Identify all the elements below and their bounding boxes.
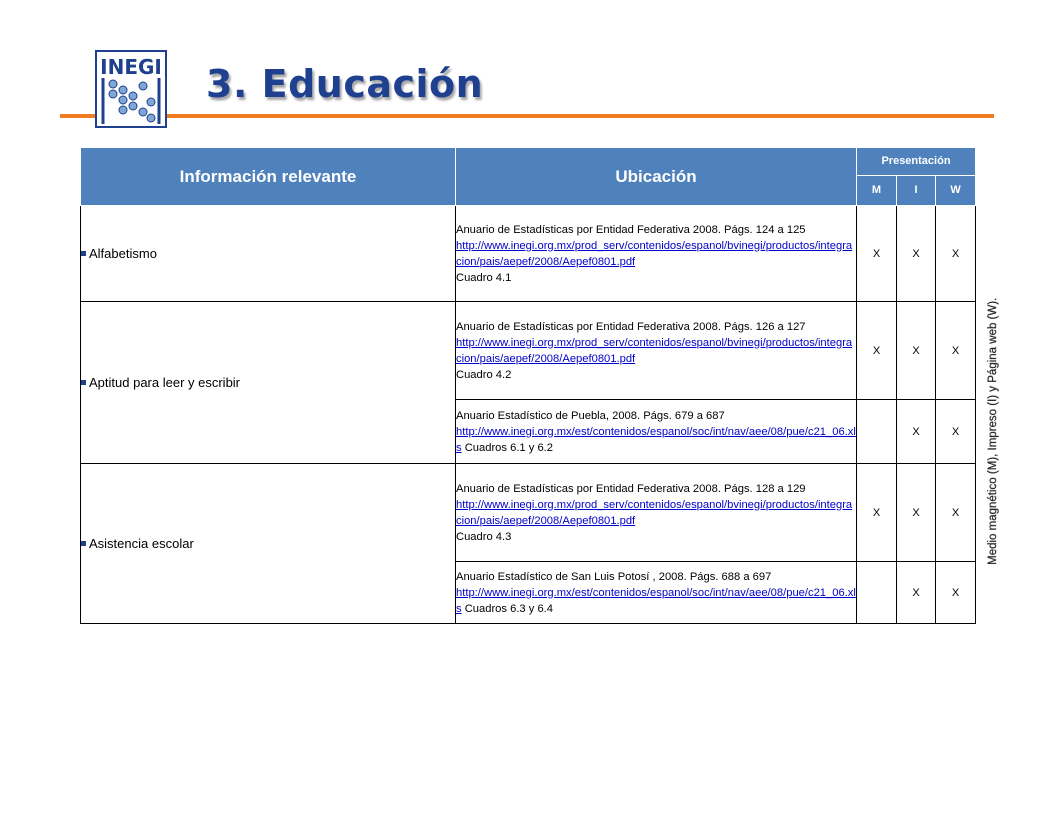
source-link[interactable]: http://www.inegi.org.mx/est/contenidos/espanol/soc/int/nav/aee/08/pue/c21_06.xls — [456, 586, 856, 615]
source-link[interactable]: http://www.inegi.org.mx/est/contenidos/espanol/soc/int/nav/aee/08/pue/c21_06.xls — [456, 425, 856, 454]
table-row — [81, 206, 976, 302]
header-divider — [60, 114, 994, 118]
table-row — [81, 302, 976, 400]
source-link[interactable]: http://www.inegi.org.mx/prod_serv/contenidos/espanol/bvinegi/productos/integracion/pais/aepef/2008/Aepef0801.pdf — [456, 239, 853, 268]
mark-w: X — [936, 464, 976, 562]
ubicacion-cell — [456, 206, 857, 302]
table-ref: Cuadros 6.3 y 6.4 — [461, 602, 554, 615]
header-ubicacion: Ubicación — [456, 148, 857, 206]
ubicacion-cell — [456, 562, 857, 624]
inegi-logo — [95, 50, 167, 128]
mark-i: X — [897, 464, 936, 562]
table-row — [81, 464, 976, 562]
mark-i: X — [897, 400, 936, 464]
education-table — [80, 147, 976, 624]
bullet-icon — [81, 541, 86, 546]
page-title: 3. Educación — [206, 62, 484, 106]
source-link[interactable]: http://www.inegi.org.mx/prod_serv/contenidos/espanol/bvinegi/productos/integracion/pais/aepef/2008/Aepef0801.pdf — [456, 498, 853, 527]
table-ref: Cuadros 6.1 y 6.2 — [461, 441, 554, 454]
header-w: W — [936, 175, 976, 205]
info-label: Aptitud para leer y escribir — [89, 375, 241, 390]
source-link[interactable]: http://www.inegi.org.mx/prod_serv/contenidos/espanol/bvinegi/productos/integracion/pais/aepef/2008/Aepef0801.pdf — [456, 336, 853, 365]
legend-note: Medio magnético (M), Impreso (I) y Página web (W). — [987, 297, 999, 565]
ubicacion-cell — [456, 302, 857, 400]
bullet-icon — [81, 380, 86, 385]
header-i: I — [897, 175, 936, 205]
source-text: Anuario de Estadísticas por Entidad Federativa 2008. Págs. 128 a 129 — [456, 482, 806, 495]
info-cell — [81, 206, 456, 302]
mark-w: X — [936, 302, 976, 400]
mark-m: X — [857, 464, 897, 562]
info-cell — [81, 302, 456, 464]
mark-w: X — [936, 206, 976, 302]
table-ref: Cuadro 4.1 — [456, 271, 512, 284]
mark-i: X — [897, 302, 936, 400]
table-ref: Cuadro 4.3 — [456, 530, 512, 543]
table-ref: Cuadro 4.2 — [456, 368, 512, 381]
info-label: Alfabetismo — [89, 246, 157, 261]
header-presentacion: Presentación — [857, 148, 976, 176]
source-text: Anuario de Estadísticas por Entidad Federativa 2008. Págs. 124 a 125 — [456, 223, 806, 236]
mark-m — [857, 562, 897, 624]
mark-w: X — [936, 400, 976, 464]
info-cell — [81, 464, 456, 624]
mark-m: X — [857, 302, 897, 400]
header-m: M — [857, 175, 897, 205]
ubicacion-cell — [456, 400, 857, 464]
ubicacion-cell — [456, 464, 857, 562]
source-text: Anuario Estadístico de San Luis Potosí , 2008. Págs. 688 a 697 — [456, 570, 772, 583]
mark-i: X — [897, 206, 936, 302]
logo-text: INEGI — [100, 55, 162, 79]
bullet-icon — [81, 251, 86, 256]
mark-m: X — [857, 206, 897, 302]
mark-w: X — [936, 562, 976, 624]
mark-m — [857, 400, 897, 464]
header-info: Información relevante — [81, 148, 456, 206]
source-text: Anuario de Estadísticas por Entidad Federativa 2008. Págs. 126 a 127 — [456, 320, 806, 333]
info-label: Asistencia escolar — [89, 536, 194, 551]
source-text: Anuario Estadístico de Puebla, 2008. Págs. 679 a 687 — [456, 409, 725, 422]
mark-i: X — [897, 562, 936, 624]
